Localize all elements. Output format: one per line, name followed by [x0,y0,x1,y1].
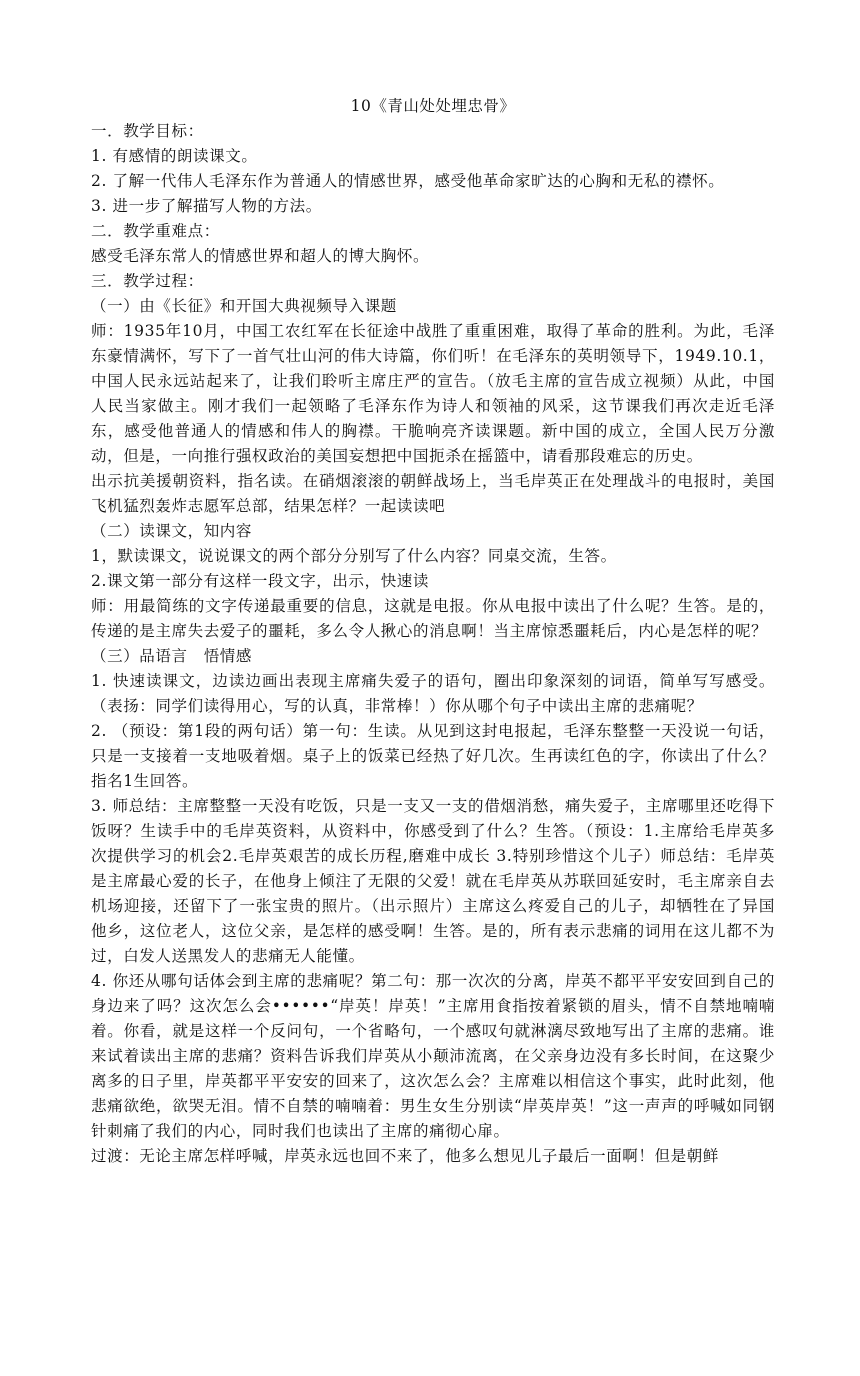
key-points-text: 感受毛泽东常人的情感世界和超人的博大胸怀。 [91,247,430,265]
objective-2: 2. 了解一代伟人毛泽东作为普通人的情感世界，感受他革命家旷达的心胸和无私的襟怀。 [91,172,725,190]
document-title: 10《青山处处埋忠骨》 [350,97,516,115]
heading-objectives: 一．教学目标： [91,122,204,140]
objective-3: 3. 进一步了解描写人物的方法。 [91,197,322,215]
section-1-heading: （一）由《长征》和开国大典视频导入课题 [91,297,397,315]
heading-process: 三．教学过程： [91,272,204,290]
section-2-teacher: 师：用最简练的文字传递最重要的信息，这就是电报。你从电报中读出了什么呢？生答。是的，传递的是主席失去爱子的噩耗，多么令人揪心的消息啊！当主席惊悉噩耗后，内心是怎样的呢？ [91,597,775,640]
section-3-step-2: 2. （预设：第1段的两句话）第一句：生读。从见到这封电报起，毛泽东整整一天没说一句话，只是一支接着一支地吸着烟。桌子上的饭菜已经热了好几次。生再读红色的字，你读出了什么？指名1生回答。 [91,722,775,790]
section-1-material: 出示抗美援朝资料，指名读。在硝烟滚滚的朝鲜战场上，当毛岸英正在处理战斗的电报时，美国飞机猛烈轰炸志愿军总部，结果怎样？一起读读吧 [91,472,775,515]
section-2-step-2: 2.课文第一部分有这样一段文字，出示，快速读 [91,572,429,590]
document-page [91,95,775,1169]
section-3-heading: （三）品语言 悟情感 [91,647,253,665]
section-1-teacher-intro: 师：1935年10月，中国工农红军在长征途中战胜了重重困难，取得了革命的胜利。为此，毛泽东豪情满怀，写下了一首气壮山河的伟大诗篇，你们听！在毛泽东的英明领导下，1949.10.1，中国人民永远站起来了，让我们聆听主席庄严的宣告。（放毛主席的宣告成立视频）从此，中国人民当家做主。刚才我们一起领略了毛泽东作为诗人和领袖的风采，这节课我们再次走近毛泽东，感受他普通人的情感和伟人的胸襟。干脆响亮齐读课题。新中国的成立，全国人民万分激动，但是，一向推行强权政治的美国妄想把中国扼杀在摇篮中，请看那段难忘的历史。 [91,322,775,465]
section-2-step-1: 1，默读课文，说说课文的两个部分分别写了什么内容？同桌交流，生答。 [91,547,617,565]
section-3-step-4: 4. 你还从哪句话体会到主席的悲痛呢？第二句：那一次次的分离，岸英不都平平安安回到自己的身边来了吗？这次怎么会••••••“岸英！岸英！”主席用食指按着紧锁的眉头，情不自禁地喃喃着。你看，就是这样一个反问句，一个省略句，一个感叹句就淋漓尽致地写出了主席的悲痛。谁来试着读出主席的悲痛？资料告诉我们岸英从小颠沛流离，在父亲身边没有多长时间，在这聚少离多的日子里，岸英都平平安安的回来了，这次怎么会？主席难以相信这个事实，此时此刻，他悲痛欲绝，欲哭无泪。情不自禁的喃喃着：男生女生分别读“岸英岸英！”这一声声的呼喊如同钢针刺痛了我们的内心，同时我们也读出了主席的痛彻心扉。 [91,972,775,1140]
section-3-step-3: 3. 师总结：主席整整一天没有吃饭，只是一支又一支的借烟消愁，痛失爱子，主席哪里还吃得下饭呀？生读手中的毛岸英资料，从资料中，你感受到了什么？生答。（预设：1.主席给毛岸英多次提供学习的机会2.毛岸英艰苦的成长历程,磨难中成长 3.特别珍惜这个儿子）师总结：毛岸英是主席最心爱的长子，在他身上倾注了无限的父爱！就在毛岸英从苏联回延安时，毛主席亲自去机场迎接，还留下了一张宝贵的照片。（出示照片）主席这么疼爱自己的儿子，却牺牲在了异国他乡，这位老人，这位父亲，是怎样的感受啊！生答。是的，所有表示悲痛的词用在这儿都不为过，白发人送黑发人的悲痛无人能懂。 [91,797,775,965]
section-3-step-1: 1. 快速读课文，边读边画出表现主席痛失爱子的语句，圈出印象深刻的词语，简单写写感受。（表扬：同学们读得用心，写的认真，非常棒！）你从哪个句子中读出主席的悲痛呢？ [91,672,775,715]
objective-1: 1. 有感情的朗读课文。 [91,147,258,165]
heading-key-points: 二．教学重难点： [91,222,220,240]
transition-text: 过渡：无论主席怎样呼喊，岸英永远也回不来了，他多么想见儿子最后一面啊！但是朝鲜 [91,1147,719,1165]
section-2-heading: （二）读课文，知内容 [91,522,253,540]
